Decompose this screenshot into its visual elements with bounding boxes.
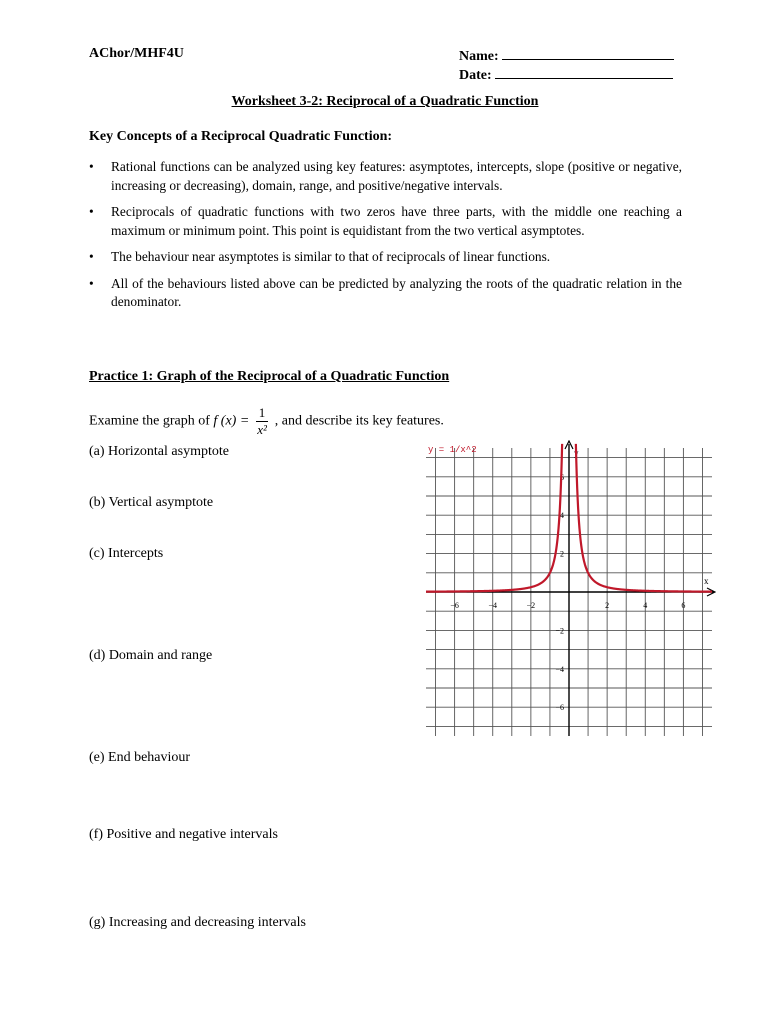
curve-right-branch [576, 444, 712, 592]
y-axis-label: y [574, 448, 579, 458]
question-a: (a) Horizontal asymptote [89, 444, 229, 459]
fraction-denominator: x² [257, 422, 267, 437]
question-b: (b) Vertical asymptote [89, 495, 214, 510]
name-label: Name: [459, 49, 499, 64]
bullet-icon: • [89, 204, 94, 219]
x-axis-label: x [704, 576, 709, 586]
list-item: • Reciprocals of quadratic functions with two zeros have three parts, with the middle one reaching a maximum or minimum point. This point is equidistant from the two vertical asymptotes. [89, 204, 682, 238]
date-field[interactable] [459, 65, 673, 84]
question-c: (c) Intercepts [89, 546, 164, 561]
bullet-icon: • [89, 159, 94, 174]
x-tick-label: 4 [643, 601, 648, 610]
worksheet-title: Worksheet 3-2: Reciprocal of a Quadratic Function [231, 94, 539, 109]
date-blank [495, 65, 673, 79]
practice-1-heading: Practice 1: Graph of the Reciprocal of a Quadratic Function [89, 369, 450, 384]
course-code: AChor/MHF4U [89, 46, 184, 61]
x-tick-label: −4 [488, 601, 497, 610]
x-tick-label: −6 [450, 601, 459, 610]
x-tick-label: 2 [605, 601, 610, 610]
fraction-numerator: 1 [256, 405, 269, 422]
name-blank [502, 46, 674, 60]
y-tick-label: 2 [560, 549, 564, 559]
prompt-after: , and describe its key features. [274, 413, 444, 429]
question-e: (e) End behaviour [89, 750, 191, 765]
prompt-before: Examine the graph of [89, 413, 210, 429]
list-item: • All of the behaviours listed above can be predicted by analyzing the roots of the quadratic relation in the denominator. [89, 275, 682, 309]
reciprocal-graph [424, 440, 716, 740]
y-tick-label: −6 [555, 703, 564, 713]
y-tick-label: −2 [555, 626, 564, 636]
date-label: Date: [459, 68, 492, 83]
y-tick-label: 6 [560, 472, 564, 482]
list-item: • The behaviour near asymptotes is similar to that of reciprocals of linear functions. [89, 248, 682, 267]
graph-title: y = 1/x^2 [428, 445, 477, 455]
bullet-icon: • [89, 275, 94, 291]
name-field[interactable] [459, 46, 674, 65]
list-item: • Rational functions can be analyzed using key features: asymptotes, intercepts, slope (positive or negative, increasing or decreasing), domain, range, and positive/negative intervals. [89, 159, 682, 193]
bullet-icon: • [89, 249, 94, 264]
y-tick-label: −4 [555, 664, 564, 674]
examine-prompt [89, 405, 444, 438]
question-d: (d) Domain and range [89, 648, 213, 663]
x-tick-label: 6 [681, 601, 686, 610]
question-f: (f) Positive and negative intervals [89, 827, 278, 842]
function-lhs: f (x) = [213, 413, 250, 429]
key-concepts-heading: Key Concepts of a Reciprocal Quadratic Function: [89, 129, 393, 144]
x-tick-label: −2 [526, 601, 536, 610]
key-concepts-list [89, 158, 682, 320]
function-fraction [256, 405, 269, 438]
question-g: (g) Increasing and decreasing intervals [89, 915, 306, 930]
y-tick-label: 4 [560, 511, 564, 521]
curve-left-branch [426, 444, 562, 592]
